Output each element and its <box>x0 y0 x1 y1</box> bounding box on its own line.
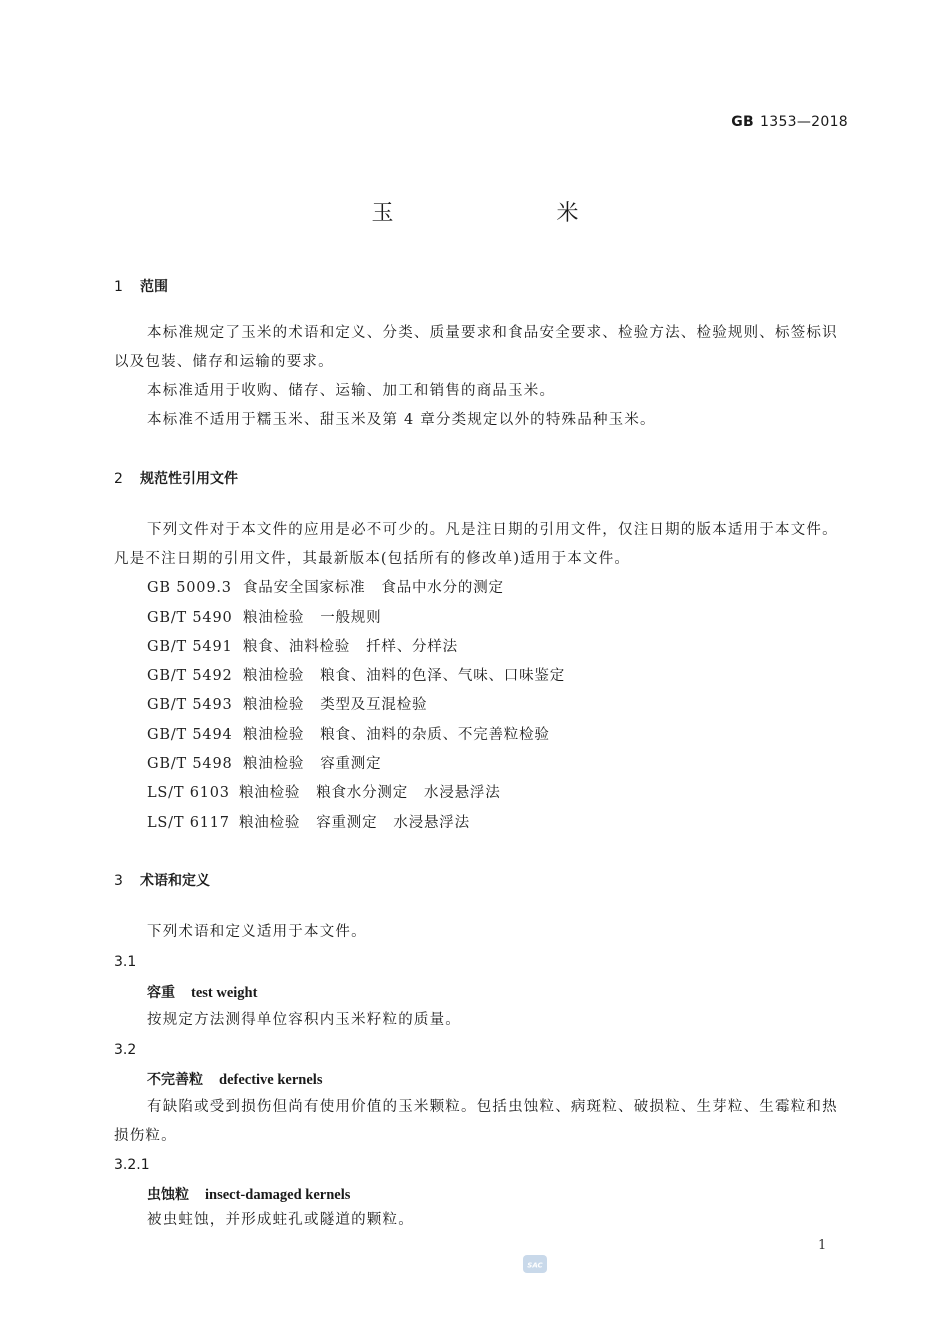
reference-item: GB/T 5494 粮油检验 粮食、油料的杂质、不完善粒检验 <box>147 727 550 743</box>
term-entry: 容重 test weight <box>147 985 258 1001</box>
reference-item: GB/T 5493 粮油检验 类型及互混检验 <box>147 697 428 713</box>
term-entry: 不完善粒 defective kernels <box>147 1072 323 1088</box>
standard-prefix: GB <box>731 114 755 130</box>
page-number: 1 <box>818 1238 827 1253</box>
term-definition: 被虫蛀蚀，并形成蛀孔或隧道的颗粒。 <box>147 1212 414 1228</box>
clause-number: 3.2 <box>114 1042 137 1058</box>
section-heading-3: 3 术语和定义 <box>114 873 210 889</box>
reference-item: GB/T 5492 粮油检验 粮食、油料的色泽、气味、口味鉴定 <box>147 668 566 684</box>
section-1-paragraph: 本标准适用于收购、储存、运输、加工和销售的商品玉米。 <box>147 383 556 399</box>
sac-logo-icon <box>521 1252 549 1276</box>
clause-number: 3.1 <box>114 954 137 970</box>
section-1-paragraph: 本标准规定了玉米的术语和定义、分类、质量要求和食品安全要求、检验方法、检验规则、标签标识以及包装、储存和运输的要求。 <box>114 325 838 370</box>
section-3-intro: 下列术语和定义适用于本文件。 <box>147 924 367 940</box>
reference-item: GB/T 5491 粮食、油料检验 扦样、分样法 <box>147 639 458 655</box>
reference-item: GB/T 5498 粮油检验 容重测定 <box>147 756 382 772</box>
page-title: 玉 米 <box>371 201 657 226</box>
clause-number: 3.2.1 <box>114 1157 150 1173</box>
reference-item: GB 5009.3 食品安全国家标准 食品中水分的测定 <box>147 580 504 596</box>
reference-item: LS/T 6117 粮油检验 容重测定 水浸悬浮法 <box>147 815 470 831</box>
term-definition: 按规定方法测得单位容积内玉米籽粒的质量。 <box>147 1012 461 1028</box>
section-1-paragraph: 本标准不适用于糯玉米、甜玉米及第 4 章分类规定以外的特殊品种玉米。 <box>147 412 656 428</box>
sac-logo-text: SAC <box>527 1261 543 1270</box>
section-2-intro: 下列文件对于本文件的应用是必不可少的。凡是注日期的引用文件，仅注日期的版本适用于本文件。凡是不注日期的引用文件，其最新版本(包括所有的修改单)适用于本文件。 <box>114 522 838 567</box>
standard-number <box>731 114 848 130</box>
reference-item: LS/T 6103 粮油检验 粮食水分测定 水浸悬浮法 <box>147 785 501 801</box>
section-heading-2: 2 规范性引用文件 <box>114 471 238 487</box>
term-entry: 虫蚀粒 insect-damaged kernels <box>147 1187 351 1203</box>
standard-code: 1353—2018 <box>760 114 848 130</box>
term-definition: 有缺陷或受到损伤但尚有使用价值的玉米颗粒。包括虫蚀粒、病斑粒、破损粒、生芽粒、生霉粒和热损伤粒。 <box>114 1099 838 1144</box>
section-heading-1: 1 范围 <box>114 279 168 295</box>
reference-item: GB/T 5490 粮油检验 一般规则 <box>147 610 382 626</box>
